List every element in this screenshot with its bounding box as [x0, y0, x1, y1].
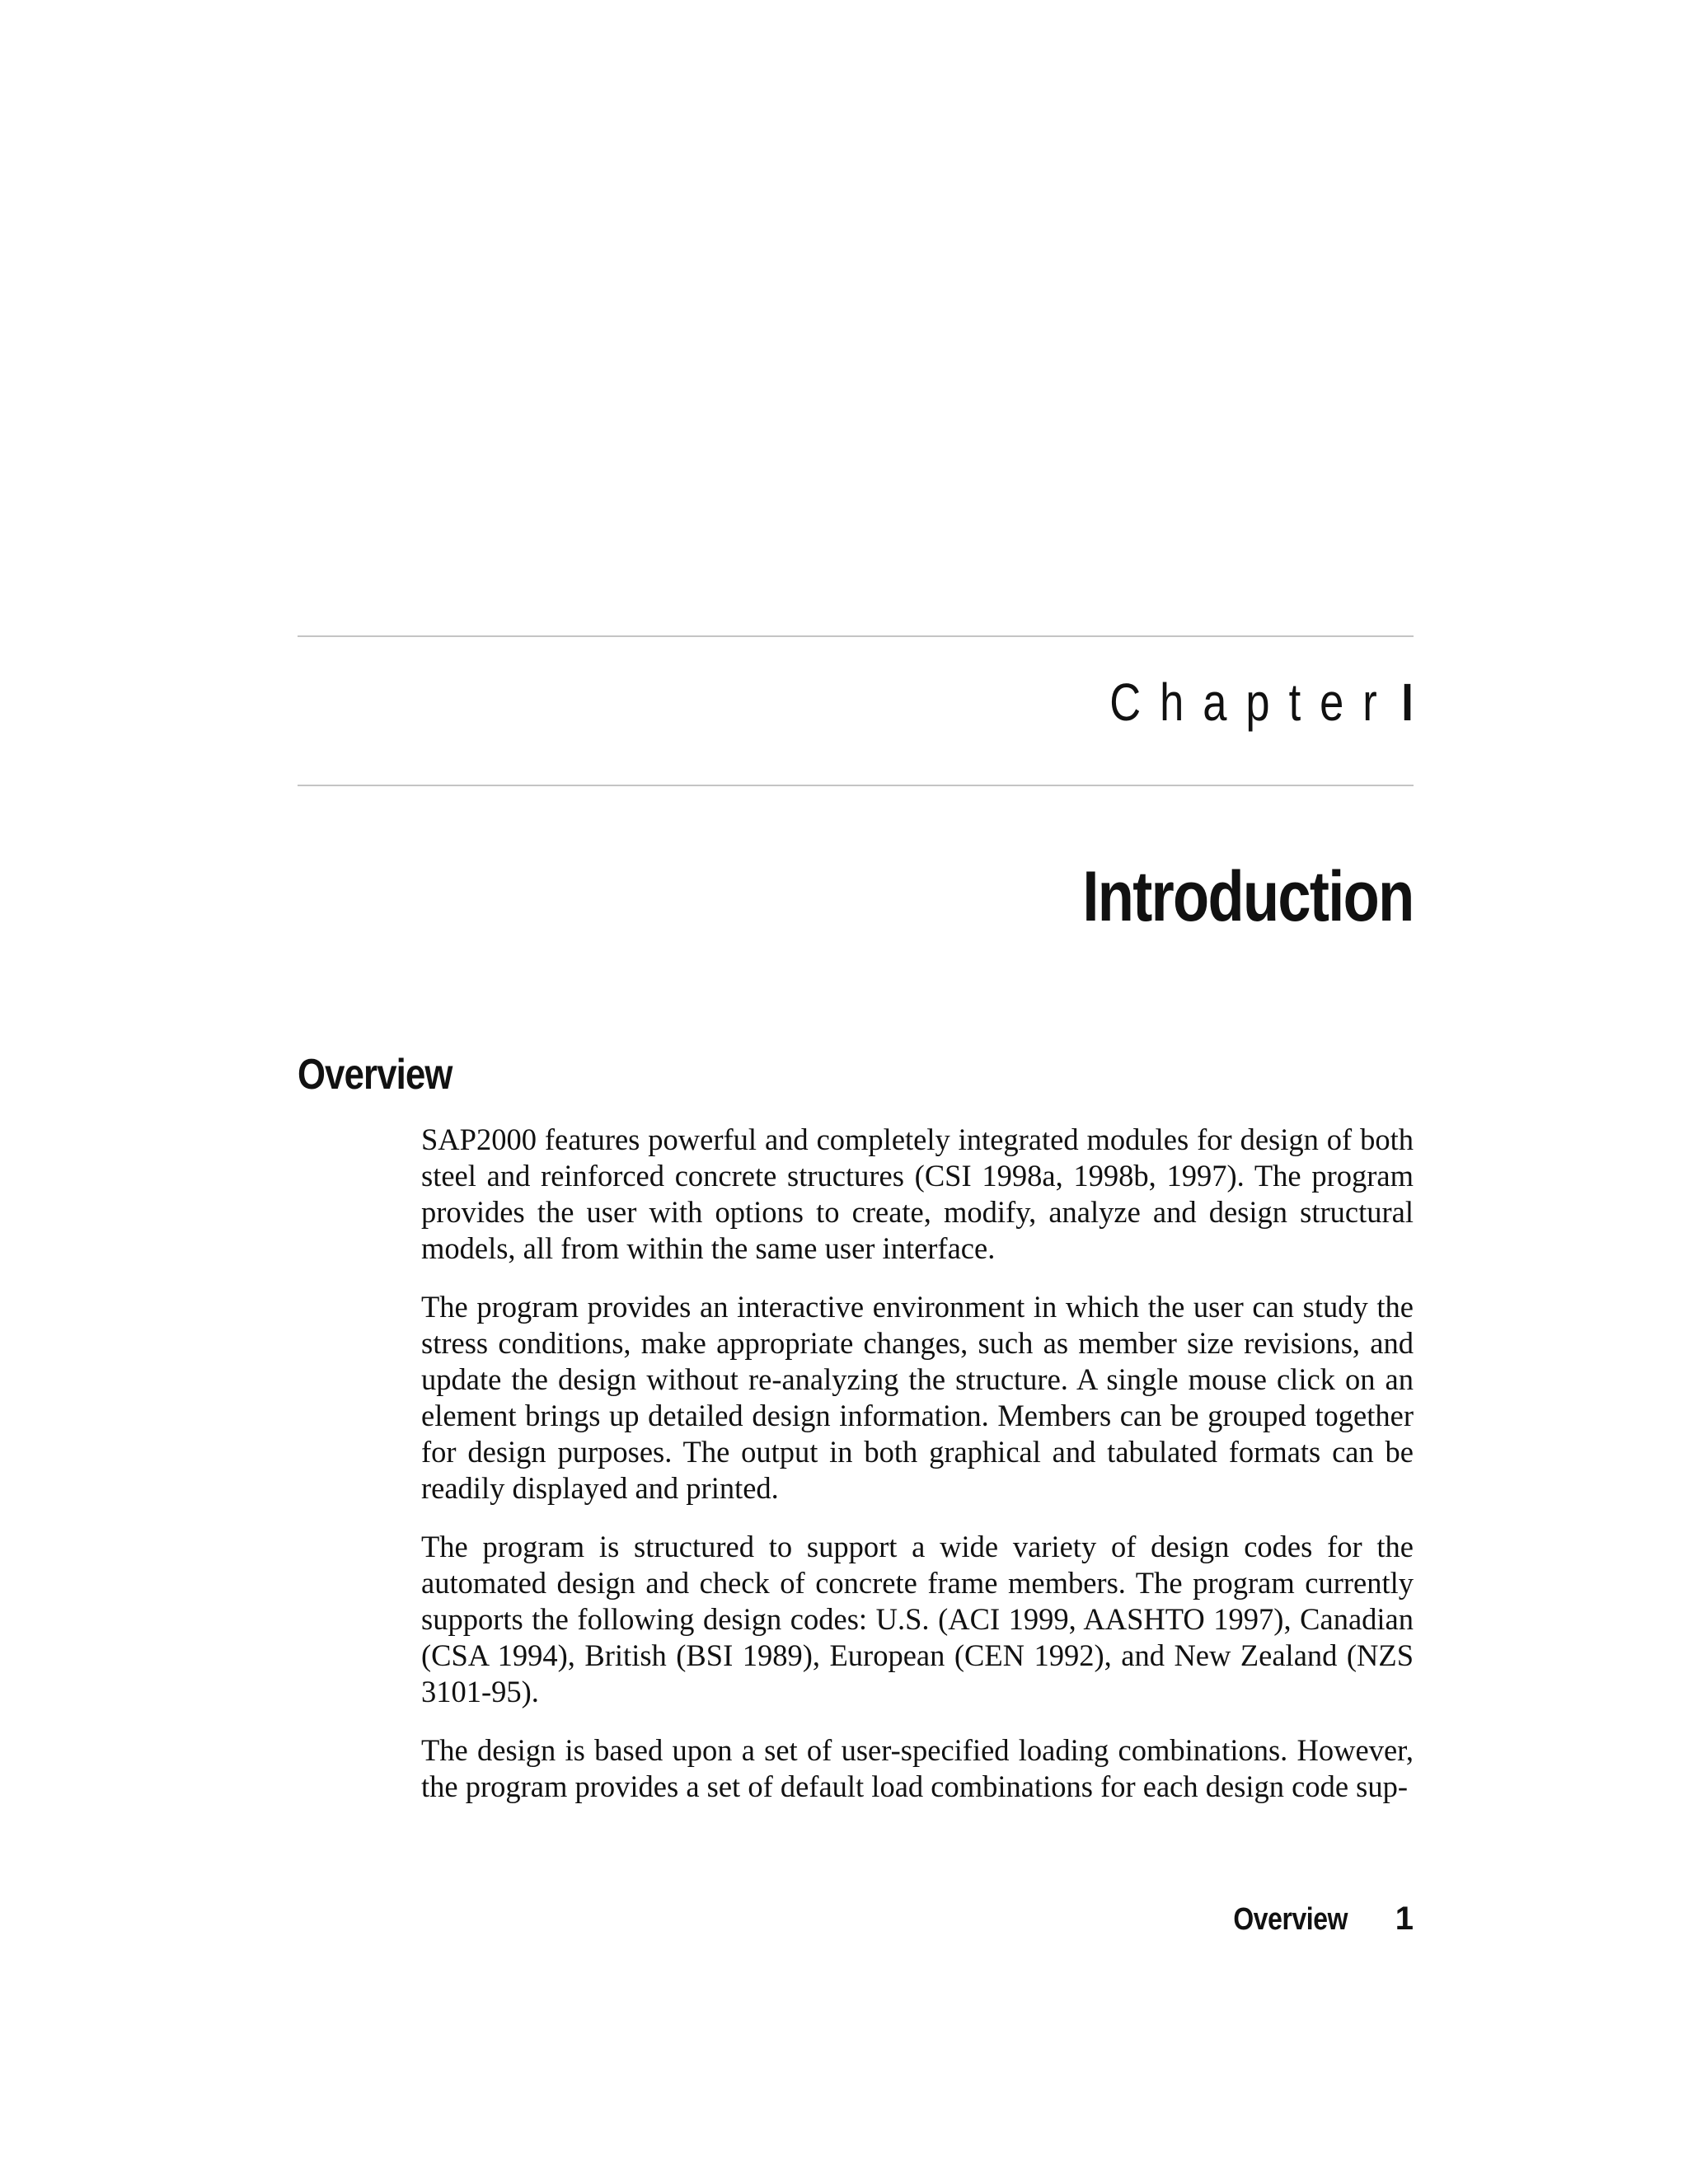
page-number: 1: [1395, 1900, 1414, 1937]
footer-section-name: Overview: [1233, 1902, 1348, 1937]
paragraph: The program provides an interactive environment in which the user can study the stress conditions, make appropriate changes, such as member size revisions, and update the design without re-analyzing the structure. A single mouse click on an element brings up detailed design information. Members can be grouped together for design purposes. The output in both graphical and tabulated formats can be readily displayed and printed.: [421, 1290, 1414, 1505]
section-title: Overview: [298, 1051, 452, 1099]
chapter-heading: [1047, 673, 1414, 732]
paragraph: The program is structured to support a wide variety of design codes for the automated design and check of concrete frame members. The program currently supports the following design codes: U.S. (ACI 1999, AASHTO 1997), Canadian (CSA 1994), British (BSI 1989), European (CEN 1992), and New Zealand (NZS 3101-95).: [421, 1530, 1414, 1708]
chapter-title: Introduction: [1082, 857, 1414, 936]
body-text: [421, 1122, 1414, 1827]
chapter-label: Chapter: [1109, 673, 1396, 732]
page-footer: [1212, 1902, 1414, 1935]
paragraph: SAP2000 features powerful and completely integrated modules for design of both steel and reinforced concrete structures (CSI 1998a, 1998b, 1997). The program provides the user with options to create, modify, analyze and design structural models, all from within the same user interface.: [421, 1122, 1414, 1265]
paragraph: The design is based upon a set of user-specified loading combinations. However, the program provides a set of default load combinations for each design code sup-: [421, 1733, 1414, 1803]
chapter-number: I: [1401, 673, 1414, 732]
chapter-top-rule: [298, 635, 1414, 637]
chapter-bottom-rule: [298, 785, 1414, 786]
